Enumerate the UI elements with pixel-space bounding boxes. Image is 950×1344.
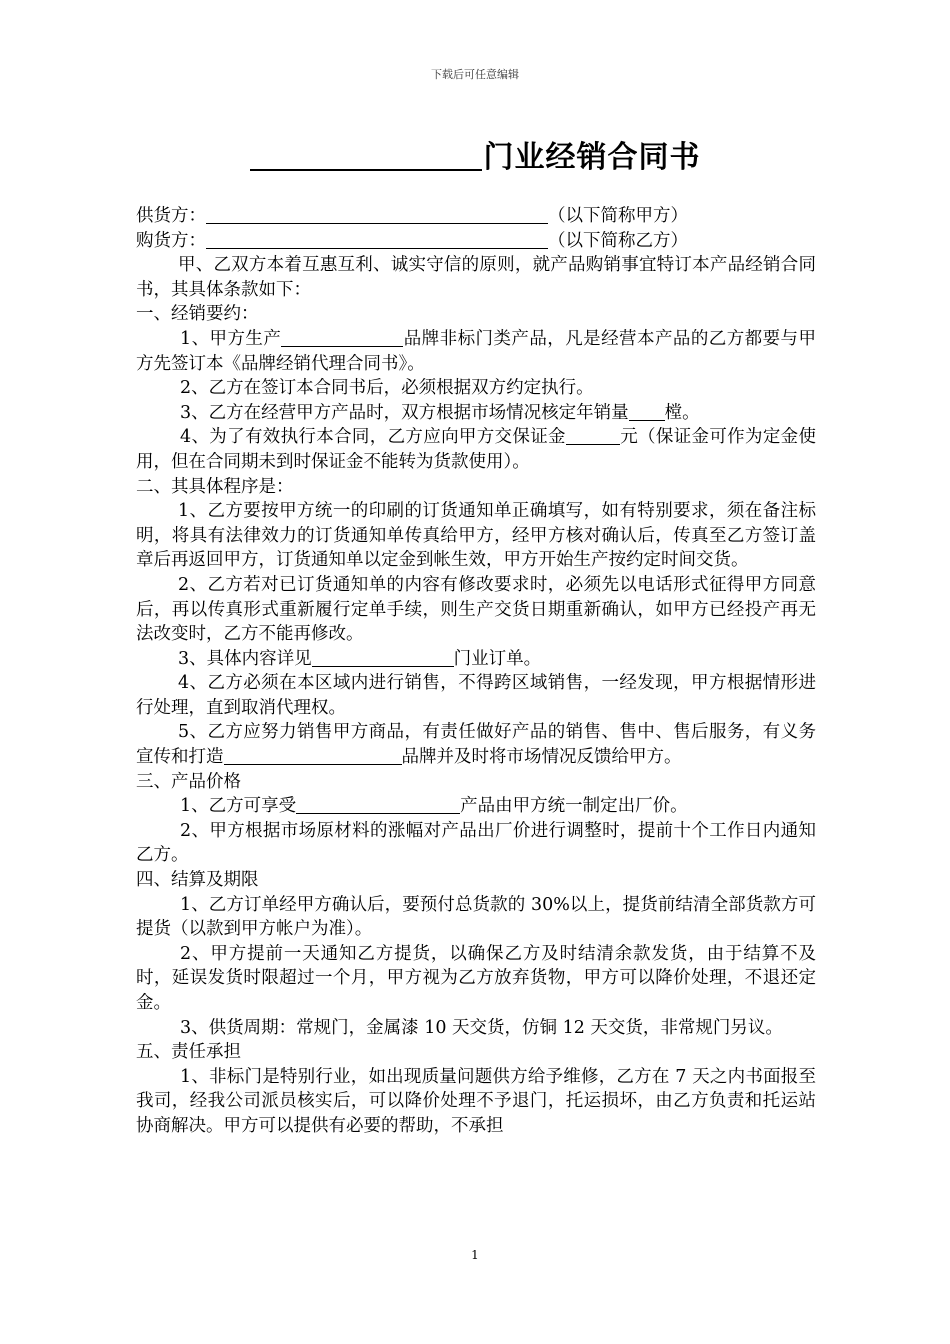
section-heading: 四、结算及期限 xyxy=(136,870,259,891)
order-blank xyxy=(312,648,454,667)
section-heading: 二、其具体程序是： xyxy=(136,476,294,497)
brand-blank xyxy=(281,328,403,347)
intro-paragraph: 甲、乙双方本着互惠互利、诚实守信的原则，就产品购销事宜特订本产品经销合同书，其具体条款如下： xyxy=(136,255,816,300)
clause-2-1: 1、乙方要按甲方统一的印刷的订货通知单正确填写，如有特别要求，须在备注标明，将具有法律效力的订货通知单传真给甲方，经甲方核对确认后，传真至乙方签订盖章后再返回甲方，订货通知单以定金到帐生效，甲方开始生产按约定时间交货。 xyxy=(136,501,816,571)
clause-2-5: 5、乙方应努力销售甲方商品，有责任做好产品的销售、售中、售后服务，有义务宣传和打造 品牌并及时将市场情况反馈给甲方。 xyxy=(136,722,816,768)
section-heading: 五、责任承担 xyxy=(136,1042,241,1063)
clause-2-3: 3、具体内容详见 门业订单。 xyxy=(178,648,542,669)
price-blank xyxy=(296,795,460,814)
clause-5-1: 1、非标门是特别行业，如出现质量问题供方给予维修，乙方在 7 天之内书面报至我司，经我公司派员核实后，可以降价处理不予退门，托运损坏，由乙方负责和托运站协商解决。甲方可以提供有必要的帮助，不承担 xyxy=(136,1066,816,1136)
contract-body xyxy=(136,204,816,1139)
clause-2-2: 2、乙方若对已订货通知单的内容有修改要求时，必须先以电话形式征得甲方同意后，再以传真形式重新履行定单手续，则生产交货日期重新确认，如甲方已经投产再无法改变时，乙方不能再修改。 xyxy=(136,574,816,645)
deposit-blank xyxy=(566,426,620,445)
clause-4-3: 3、供货周期：常规门，金属漆 10 天交货，仿铜 12 天交货，非常规门另议。 xyxy=(180,1017,783,1038)
title-text: 门业经销合同书 xyxy=(483,140,701,175)
title-blank xyxy=(250,139,482,171)
clause-4-2: 2、甲方提前一天通知乙方提货，以确保乙方及时结清余款发货，由于结算不及时，延误发货时限超过一个月，甲方视为乙方放弃货物，甲方可以降价处理，不退还定金。 xyxy=(136,943,816,1013)
brand-promo-blank xyxy=(224,746,402,765)
buyer-blank xyxy=(206,230,548,249)
clause-3-1: 1、乙方可享受 产品由甲方统一制定出厂价。 xyxy=(180,796,688,817)
page-number: 1 xyxy=(471,1248,479,1262)
sales-volume-blank xyxy=(629,402,665,421)
header-note: 下载后可任意编辑 xyxy=(431,68,519,81)
buyer-line: 购货方： （以下简称乙方） xyxy=(136,230,688,251)
clause-1-4: 4、为了有效执行本合同，乙方应向甲方交保证金 元（保证金可作为定金使用，但在合同期未到时保证金不能转为货款使用）。 xyxy=(136,427,816,472)
section-heading: 一、经销要约： xyxy=(136,304,259,325)
clause-2-4: 4、乙方必须在本区域内进行销售，不得跨区域销售，一经发现，甲方根据情形进行处理，直到取消代理权。 xyxy=(136,673,816,718)
clause-1-3: 3、乙方在经营甲方产品时，双方根据市场情况核定年销量 樘。 xyxy=(180,402,700,423)
clause-3-2: 2、甲方根据市场原材料的涨幅对产品出厂价进行调整时，提前十个工作日内通知乙方。 xyxy=(136,820,816,866)
section-heading: 三、产品价格 xyxy=(136,771,241,792)
clause-1-2: 2、乙方在签订本合同书后，必须根据双方约定执行。 xyxy=(180,378,594,399)
clause-4-1: 1、乙方订单经甲方确认后，要预付总货款的 30%以上，提货前结清全部货款方可提货（以款到甲方帐户为准）。 xyxy=(136,894,816,940)
supplier-line: 供货方： （以下简称甲方） xyxy=(136,206,688,226)
document-title xyxy=(0,132,950,176)
clause-1-1: 1、甲方生产 品牌非标门类产品，凡是经营本产品的乙方都要与甲方先签订本《品牌经销代理合同书》。 xyxy=(136,328,816,374)
supplier-blank xyxy=(206,205,548,224)
